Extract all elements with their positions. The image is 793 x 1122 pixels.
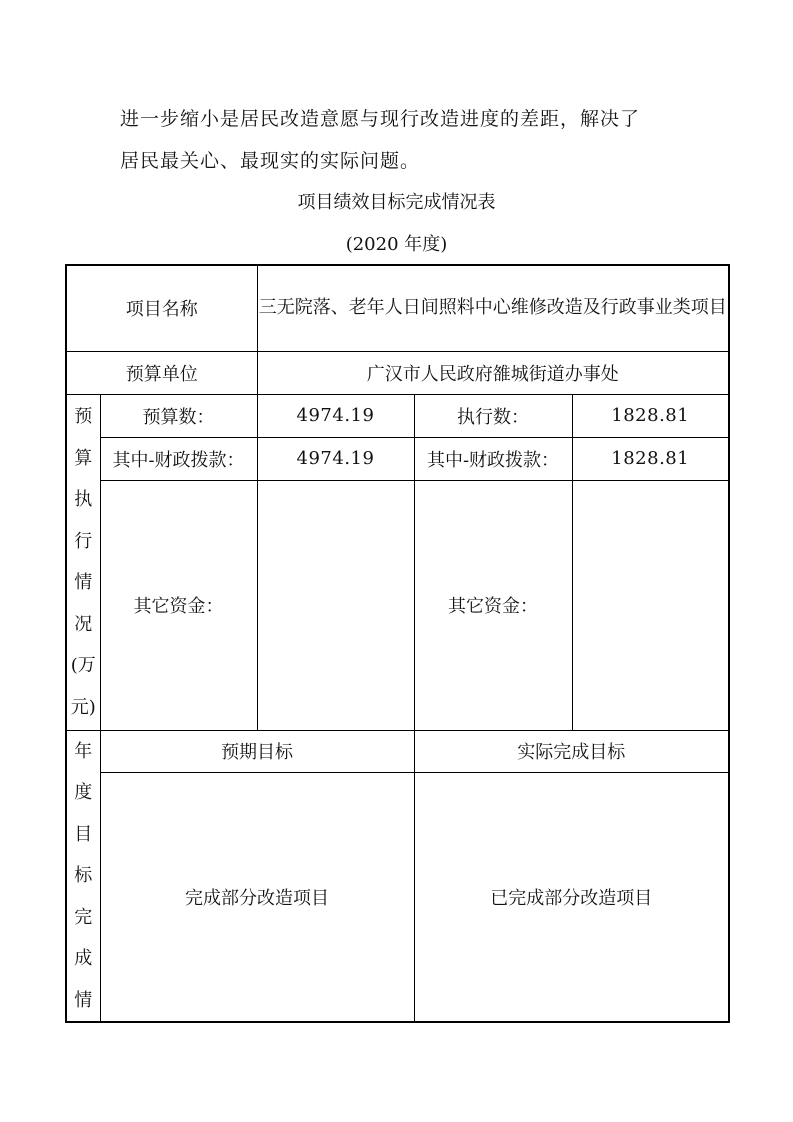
fiscal-appropriation-value: 4974.19	[257, 437, 414, 480]
budget-amount-label: 预算数：	[100, 394, 257, 437]
vertical-char: 目	[74, 823, 93, 845]
project-name-label: 项目名称	[66, 265, 257, 351]
other-funds-executed-label: 其它资金：	[414, 480, 572, 730]
performance-table	[65, 264, 730, 1023]
budget-execution-label	[66, 394, 100, 730]
other-funds-value	[257, 480, 414, 730]
table-year: (2020 年度)	[345, 234, 448, 255]
project-name-value: 三无院落、老年人日间照料中心维修改造及行政事业类项目	[257, 265, 729, 351]
vertical-char: 执	[74, 489, 93, 510]
other-funds-executed-value	[572, 480, 729, 730]
vertical-char: 成	[74, 948, 93, 969]
table-row-fiscal-appropriation	[66, 437, 729, 480]
table-row-other-funds	[66, 480, 729, 730]
actual-goal-header: 实际完成目标	[414, 730, 729, 772]
executed-amount-label: 执行数：	[414, 394, 572, 437]
budget-unit-value: 广汉市人民政府雒城街道办事处	[257, 351, 729, 394]
table-title: 项目绩效目标完成情况表	[297, 192, 496, 213]
vertical-char: 行	[74, 530, 93, 552]
table-row-goal-headers	[66, 730, 729, 772]
actual-goal-value: 已完成部分改造项目	[414, 772, 729, 1022]
fiscal-appropriation-executed-label: 其中-财政拨款：	[414, 437, 572, 480]
table-row-budget-amount	[66, 394, 729, 437]
vertical-char: (万	[70, 655, 96, 676]
vertical-char: 预	[74, 406, 93, 427]
executed-amount-value: 1828.81	[572, 394, 729, 437]
vertical-char: 完	[74, 906, 93, 928]
paragraph-line-2: 居民最关心、最现实的实际问题。	[120, 150, 421, 172]
vertical-char: 况	[74, 613, 93, 635]
expected-goal-header: 预期目标	[100, 730, 414, 772]
vertical-char: 年	[74, 740, 93, 762]
table-row-budget-unit	[66, 351, 729, 394]
table-row-project-name	[66, 265, 729, 351]
budget-unit-label: 预算单位	[66, 351, 257, 394]
table-row-goals	[66, 772, 729, 1022]
vertical-char: 情	[74, 572, 93, 593]
annual-goal-label	[66, 730, 100, 1022]
vertical-char: 算	[74, 447, 93, 469]
paragraph-line-1: 进一步缩小是居民改造意愿与现行改造进度的差距，解决了	[120, 108, 641, 130]
vertical-char: 情	[74, 989, 93, 1011]
vertical-char: 度	[74, 782, 93, 803]
budget-amount-value: 4974.19	[257, 394, 414, 437]
fiscal-appropriation-label: 其中-财政拨款：	[100, 437, 257, 480]
other-funds-label: 其它资金：	[100, 480, 257, 730]
vertical-char: 标	[74, 865, 93, 886]
vertical-char: 元)	[70, 696, 96, 718]
expected-goal-value: 完成部分改造项目	[100, 772, 414, 1022]
fiscal-appropriation-executed-value: 1828.81	[572, 437, 729, 480]
